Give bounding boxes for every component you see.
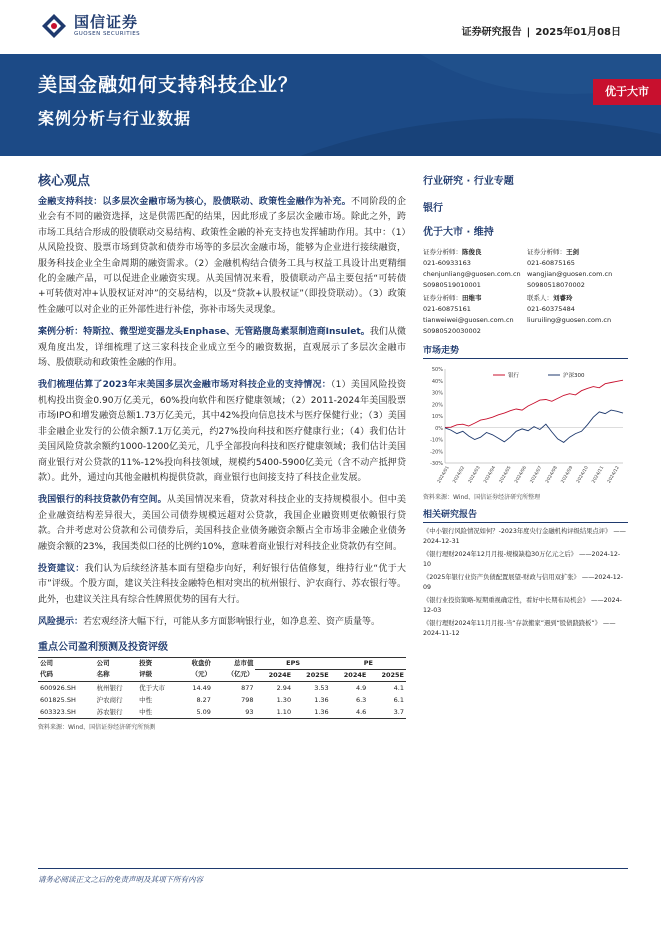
col-header: 总市值 (213, 657, 256, 669)
analyst-phone: 021-60375484 (527, 305, 575, 313)
cell-pe-2024: 4.6 (331, 706, 369, 719)
core-views-heading: 核心观点 (38, 174, 91, 189)
y-tick-label: -10% (430, 437, 443, 444)
col-header: （元） (180, 669, 213, 681)
col-header: 收盘价 (180, 657, 213, 669)
col-header: 名称 (95, 669, 138, 681)
paragraph-lead: 我国银行的科技贷款仍有空间。 (38, 495, 167, 506)
footer-divider (38, 868, 628, 869)
x-tick-label: 2024/08 (545, 465, 559, 485)
analyst-card (527, 293, 628, 337)
logo-name-en: GUOSEN SECURITIES (74, 31, 141, 37)
y-tick-label: -20% (430, 449, 443, 456)
x-tick-label: 2024/04 (483, 465, 498, 485)
paragraph-body: 我们认为后续经济基本面有望稳步向好，利好银行估值修复，维持行业“优于大市”评级。个股方面，建议关注科技金融特色相对突出的杭州银行、沪农商行、苏农银行等。此外，也建议关注具有综合性牌照优势的国有大行。 (38, 563, 406, 605)
x-tick-label: 2024/09 (560, 465, 575, 485)
cell-mktcap: 877 (241, 683, 254, 692)
x-tick-label: 2024/01 (437, 465, 451, 485)
analyst-card (423, 247, 527, 291)
analyst-name: 田维韦 (462, 294, 482, 302)
series-line (445, 410, 623, 442)
report-type: 证券研究报告 (461, 27, 522, 38)
guosen-logo (40, 12, 140, 40)
analyst-email[interactable]: tianweiwei@guosen.com.cn (423, 316, 514, 324)
table-row (38, 706, 406, 719)
cell-price: 5.09 (180, 706, 213, 719)
related-report-link[interactable]: 《银行业投资策略-短期重视确定性，看好中长期布局机会》 ——2024-12-03 (423, 597, 622, 614)
logo-name-cn: 国信证券 (74, 13, 139, 31)
guosen-logo-icon (40, 12, 68, 40)
col-header: 代码 (38, 669, 95, 681)
report-date: 2025年01月08日 (535, 27, 621, 38)
y-tick-label: 50% (431, 367, 443, 373)
paragraph-lead: 我们梳理估算了2023年末美国多层次金融市场对科技企业的支持情况： (38, 380, 331, 391)
rating-badge: 优于大市 (593, 79, 661, 105)
y-tick-label: 30% (431, 390, 443, 397)
analyst-role: 证券分析师： (423, 248, 462, 256)
y-tick-label: 20% (431, 402, 443, 409)
market-trend-chart (423, 363, 628, 491)
analyst-list (423, 247, 628, 337)
y-tick-label: -30% (430, 461, 443, 467)
paragraph-body: 不同阶段的企业会有不同的融资选择，这是供需匹配的结果，因此形成了多层次金融市场。除此之外，跨市场工具结合形成的股债联动交易结构、政策性金融的补充支持也发挥辅助作用。其中：（1）从风险投资、股票市场到贷款和债券市场等的多层次金融市场，能够为企业进行接续融资，服务科技企业全生命周期的融资需求。（2）金融机构结合债务工具与权益工具设计出更精细化的金融产品，可以促进企业融资实现。从美国情况来看，股债联动产品主要包括“可转债+可转债对冲+认股权证对冲”的交易结构，以及“贷款+认股权证”（即投贷联动）。（3）政策性金融可以对企业的正外部性进行补偿，弥补市场失灵现象。 (38, 197, 406, 315)
cell-pe-2025: 6.1 (393, 695, 404, 704)
sidebar (423, 172, 628, 642)
x-tick-label: 2024/02 (452, 465, 467, 485)
cell-eps-2024: 2.94 (276, 683, 292, 692)
x-tick-label: 2024/12 (607, 465, 621, 485)
related-report-link[interactable]: 《银行理财2024年12月月报-规模缺稳30万亿元之后》 ——2024-12-10 (423, 551, 621, 568)
chart-source: 资料来源：Wind、国信证券经济研究所整理 (423, 494, 541, 501)
col-header: 2025E (293, 669, 331, 681)
analyst-email[interactable]: chenjunliang@guosen.com.cn (423, 270, 521, 278)
col-header: 2024E (255, 669, 293, 681)
cell-code: 600926.SH (40, 683, 76, 692)
meta-separator: | (526, 27, 531, 38)
paragraph-lead: 投资建议： (38, 563, 85, 574)
cell-name: 沪农商行 (96, 695, 123, 704)
table-source: 资料来源：Wind、国信证券经济研究所预测 (38, 723, 156, 731)
page-header (0, 0, 661, 52)
market-trend-heading: 市场走势 (423, 343, 628, 359)
analyst-role: 联系人： (527, 294, 553, 302)
x-tick-label: 2024/05 (498, 465, 513, 485)
related-report-link[interactable]: 《2025年银行业资产负债配置展望-财政与信用双扩张》 ——2024-12-09 (423, 574, 624, 591)
legend-label: 银行 (508, 373, 520, 379)
cell-eps-2025: 3.53 (314, 683, 329, 692)
paragraph-body: 我们从微观角度出发，详细梳理了这三家科技企业成立至今的融资数据，直观展示了多层次金融市场、股债联动和政策性金融的作用。 (38, 327, 406, 369)
cell-pe-2024: 4.9 (355, 683, 367, 692)
cell-code: 603323.SH (38, 706, 95, 719)
forecast-table-heading: 重点公司盈利预测及投资评级 (38, 641, 168, 653)
col-header: （亿元） (213, 669, 256, 681)
analyst-name: 陈俊良 (462, 248, 482, 256)
table-header-row (38, 657, 406, 669)
paragraph-lead: 风险提示： (38, 617, 84, 628)
analyst-role: 证券分析师： (527, 248, 566, 256)
table-row (38, 694, 406, 706)
cell-pe-2024: 6.3 (355, 695, 367, 704)
core-views (38, 170, 406, 731)
analyst-cert: S0980520030002 (423, 327, 481, 335)
related-report-link[interactable]: 《银行理财2024年11月月报-当“存款搬家”遇到“股债跷跷板”》 ——2024-11-12 (423, 620, 616, 637)
legend-label: 沪深300 (563, 373, 585, 379)
report-meta (462, 23, 621, 38)
cell-price: 8.27 (196, 695, 211, 704)
paragraph-risk-warning (38, 615, 406, 630)
related-report-link[interactable]: 《中小银行风险情况如何？-2023年度央行金融机构评级结果点评》 ——2024-12-31 (423, 528, 626, 545)
analyst-email[interactable]: liuruiling@guosen.com.cn (527, 316, 612, 324)
cell-rating: 中性 (137, 706, 180, 719)
cell-pe-2025: 3.7 (368, 706, 406, 719)
analyst-phone: 021-60933163 (423, 259, 471, 267)
analyst-cert: S0980518070002 (527, 281, 585, 289)
y-tick-label: 0% (435, 425, 443, 432)
industry-rating: 优于大市 · 维持 (423, 227, 494, 238)
industry-category: 行业研究 · 行业专题 (423, 176, 514, 187)
paragraph-market-support (38, 378, 406, 486)
paragraph-body: 若宏观经济大幅下行，可能从多方面影响银行业，如净息差、资产质量等。 (83, 617, 381, 628)
paragraph-investment-advice (38, 562, 406, 608)
cell-rating: 优于大市 (139, 683, 166, 692)
footer-disclaimer[interactable]: 请务必阅读正文之后的免责声明及其项下所有内容 (38, 875, 203, 884)
analyst-role: 证券分析师： (423, 294, 462, 302)
x-tick-label: 2024/07 (529, 465, 544, 485)
analyst-name: 刘睿玲 (553, 294, 573, 302)
col-header: 投资 (137, 657, 180, 669)
paragraph-body: （1）美国风险投资机构投出资金0.90万亿美元，60%投向软件和医疗健康领域；（2）2011-2024年美国股票市场IPO和增发融资总额1.73万亿美元，其中42%投向信息技术与医疗保健行业；（3）美国非金融企业发行的公债余额7.1万亿美元，约27%投向科技和医疗健康行业；（4）我们估计美国风险贷款余额约1000-1200亿美元，几乎全部投向科技和医疗健康领域；我们估计美国商业银行对公贷款的11%-12%投向科技领域，规模约5400-5900亿美元（含不动产抵押贷款）。此外，通过向其他金融机构提供贷款，商业银行也间接支持了科技企业发展。 (38, 380, 406, 483)
cell-eps-2024: 1.10 (255, 706, 293, 719)
analyst-phone: 021-60875165 (527, 259, 575, 267)
forecast-table (38, 657, 406, 719)
col-group-pe: PE (331, 657, 406, 669)
col-header: 公司 (95, 657, 138, 669)
analyst-email[interactable]: wangjian@guosen.com.cn (527, 270, 613, 278)
y-tick-label: 40% (431, 378, 443, 385)
market-trend-svg (423, 363, 628, 491)
analyst-card (527, 247, 628, 291)
analyst-name: 王剑 (566, 248, 579, 256)
cell-eps-2025: 1.36 (293, 706, 331, 719)
table-row (38, 681, 406, 694)
cell-rating: 中性 (139, 695, 153, 704)
table-header-row (38, 669, 406, 681)
cell-price: 14.49 (192, 683, 211, 692)
cell-name: 杭州银行 (96, 683, 123, 692)
title-banner (0, 54, 661, 156)
analyst-cert: S0980519010001 (423, 281, 481, 289)
x-tick-label: 2024/10 (576, 465, 590, 485)
series-line (445, 380, 623, 427)
y-tick-label: 10% (431, 414, 443, 420)
cell-code: 601825.SH (40, 695, 76, 704)
col-group-eps: EPS (255, 657, 330, 669)
col-header: 2025E (368, 669, 406, 681)
cell-name: 苏农银行 (95, 706, 138, 719)
analyst-card (423, 293, 527, 337)
cell-mktcap: 93 (213, 706, 256, 719)
related-reports-list (423, 527, 628, 639)
col-header: 公司 (38, 657, 95, 669)
cell-mktcap: 798 (241, 695, 254, 704)
report-title: 美国金融如何支持科技企业？ (38, 74, 299, 96)
industry-name: 银行 (423, 203, 443, 214)
paragraph-china-loans (38, 493, 406, 555)
paragraph-case-study (38, 325, 406, 371)
related-reports-heading: 相关研究报告 (423, 507, 628, 523)
x-tick-label: 2024/03 (467, 465, 482, 485)
analyst-phone: 021-60875161 (423, 305, 471, 313)
report-subtitle: 案例分析与行业数据 (38, 109, 192, 128)
paragraph-finance-support (38, 195, 406, 318)
x-tick-label: 2024/11 (591, 465, 606, 485)
cell-eps-2024: 1.30 (276, 695, 292, 704)
cell-pe-2025: 4.1 (393, 683, 404, 692)
col-header: 评级 (137, 669, 180, 681)
paragraph-lead: 金融支持科技：以多层次金融市场为核心，股债联动、政策性金融作为补充。 (38, 197, 351, 207)
cell-eps-2025: 1.36 (314, 695, 329, 704)
paragraph-body: 从美国情况来看，贷款对科技企业的支持规模很小。但中美企业融资结构差异很大，美国公司债券规模远超对公贷款，我国企业融资则更依赖银行贷款。合并考虑对公贷款和公司债券后，美国科技企业债务融资余额占全市场非金融企业债务融资余额的23%，我国类似口径的比例约10%，意味着商业银行对科技企业贷款仍有空间。 (38, 495, 406, 552)
paragraph-lead: 案例分析：特斯拉、微型逆变器龙头Enphase、无管路腹岛素泵制造商Insulet。 (38, 327, 370, 338)
x-tick-label: 2024/06 (514, 465, 529, 485)
col-header: 2024E (331, 669, 369, 681)
